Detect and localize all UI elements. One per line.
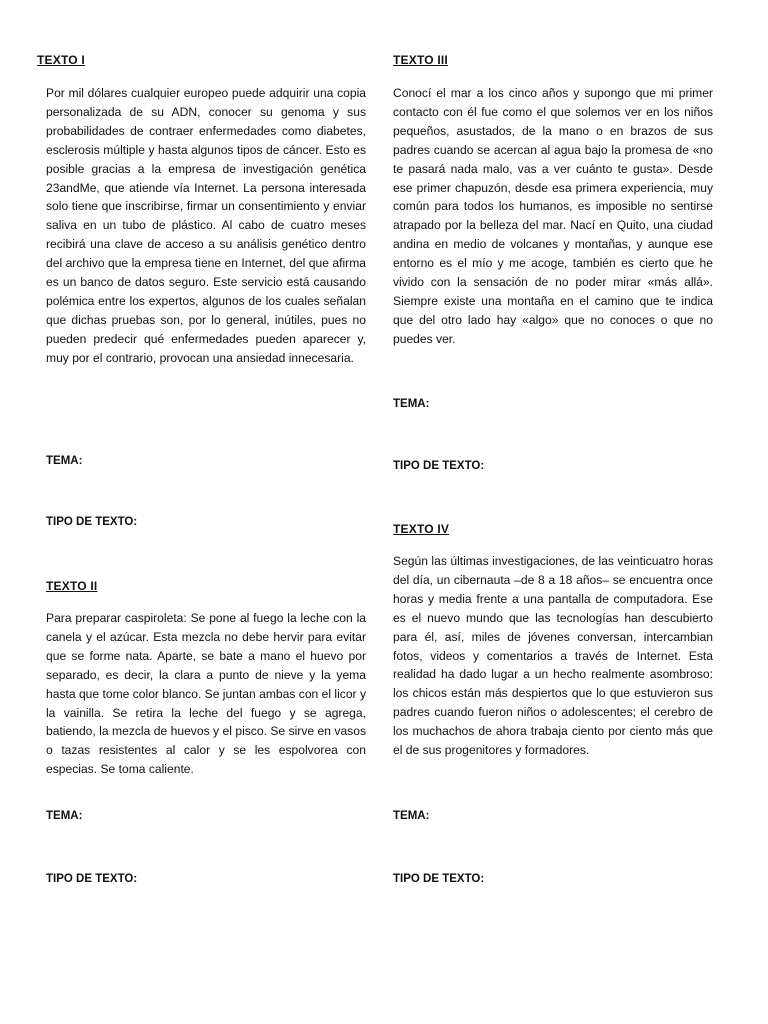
texto-4-heading: TEXTO IV xyxy=(393,522,450,536)
texto-4-tipo-label: TIPO DE TEXTO: xyxy=(393,873,485,885)
texto-1-tipo-label: TIPO DE TEXTO: xyxy=(46,516,138,528)
texto-1-heading: TEXTO I xyxy=(37,53,85,67)
texto-4-body: Según las últimas investigaciones, de las veinticuatro horas del día, un cibernauta –de 8 a 18 años– se encuentra once horas y media frente a una pantalla de computadora. Ese es el nuevo mundo que las tecnologías han descubierto para él, así, miles de jóvenes conversan, intercambian fotos, videos y comentarios a través de Internet. Esta realidad ha dado lugar a un hecho realmente asombroso: los chicos están más despiertos que lo que estuvieron sus padres cuando fueron niños o adolescentes; el cerebro de los muchachos de ahora trabaja ciento por ciento más que el de sus progenitores y formadores. xyxy=(393,554,713,758)
texto-2-heading: TEXTO II xyxy=(46,579,98,593)
texto-3-body: Conocí el mar a los cinco años y supongo que mi primer contacto con él fue como el que solemos ver en los niños pequeños, asustados, de la mano o en brazos de sus padres cuando se acercan al agua bajo la promesa de «no te pasará nada malo, vas a ver cuánto te gusta». Desde ese primer chapuzón, desde esa primera experiencia, muy común para todos los humanos, es imposible no sentirse atrapado por la belleza del mar. Nací en Quito, una ciudad andina en medio de volcanes y montañas, y aunque ese entorno es el mío y me acoge, también es cierto que he vivido con la sensación de no poder mirar «más allá». Siempre existe una montaña en el camino que te indica que del otro lado hay «algo» que no conoces o que no puedes ver. xyxy=(393,86,713,346)
texto-1-tema-label: TEMA: xyxy=(46,455,83,467)
texto-3-tipo-label: TIPO DE TEXTO: xyxy=(393,460,485,472)
texto-2-body: Para preparar caspiroleta: Se pone al fuego la leche con la canela y el azúcar. Esta mezcla no debe hervir para evitar que se forme nata. Aparte, se bate a mano el huevo por separado, es decir, la clara a punto de nieve y la yema hasta que tome color blanco. Se juntan ambas con el licor y la vainilla. Se retira la leche del fuego y se agrega, batiendo, la mezcla de huevos y el pisco. Se sirve en vasos o tazas resistentes al calor y se les espolvorea con especias. Se toma caliente. xyxy=(46,611,366,777)
texto-3-heading: TEXTO III xyxy=(393,53,448,67)
texto-2-tema-label: TEMA: xyxy=(46,810,83,822)
texto-1-body: Por mil dólares cualquier europeo puede adquirir una copia personalizada de su ADN, conocer su genoma y sus probabilidades de contraer enfermedades como diabetes, esclerosis múltiple y hasta algunos tipos de cáncer. Esto es posible gracias a la empresa de investigación genética 23andMe, que atiende vía Internet. La persona interesada solo tiene que inscribirse, firmar un consentimiento y enviar saliva en un tubo de plástico. Al cabo de cuatro meses recibirá una clave de acceso a su análisis genético dentro del archivo que la empresa tiene en Internet, del que afirma es un banco de datos seguro. Este servicio está causando polémica entre los expertos, algunos de los cuales señalan que dichas pruebas son, por lo general, inútiles, pues no pueden predecir qué enfermedades pueden aparecer y, muy por el contrario, provocan una ansiedad innecesaria. xyxy=(46,86,366,365)
texto-3-tema-label: TEMA: xyxy=(393,398,430,410)
texto-2-tipo-label: TIPO DE TEXTO: xyxy=(46,873,138,885)
texto-4-tema-label: TEMA: xyxy=(393,810,430,822)
